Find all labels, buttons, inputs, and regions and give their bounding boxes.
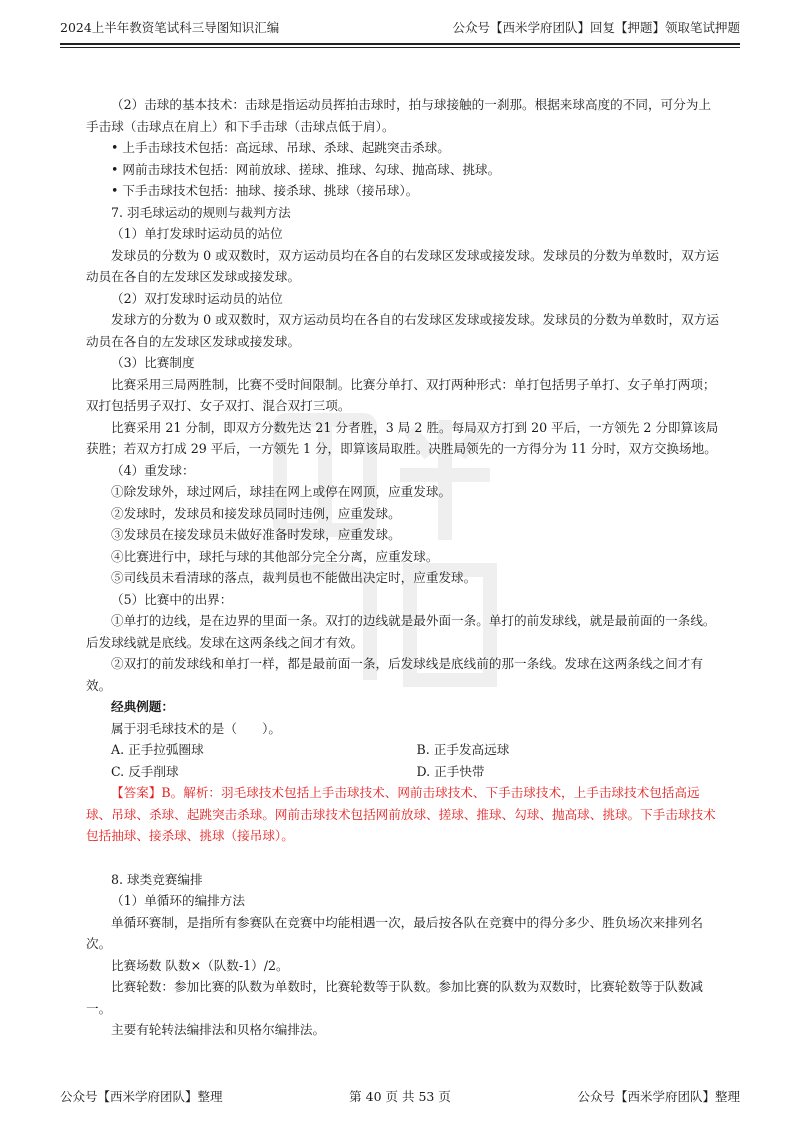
let-rule-5: ⑤司线员未看清球的落点，裁判员也不能做出决定时，应重发球。 bbox=[111, 570, 477, 585]
subheading-singles-position: （1）单打发球时运动员的站位 bbox=[111, 226, 283, 241]
let-rule-4: ④比赛进行中，球托与球的其他部分完全分离，应重发球。 bbox=[111, 548, 439, 564]
section-heading-7: 7. 羽毛球运动的规则与裁判方法 bbox=[111, 204, 291, 220]
answer-options bbox=[86, 739, 722, 782]
answer-explanation: 【答案】B。解析：羽毛球技术包括上手击球技术、网前击球技术、下手击球技术，上手击球技术包括高远球、吊球、杀球、起跳突击杀球。网前击球技术包括网前放球、搓球、推球、勾球、抛高球、挑球。下手击球技术包括抽球、接杀球、挑球（接吊球）。 bbox=[86, 785, 716, 843]
subheading-out: （5）比赛中的出界： bbox=[111, 591, 233, 607]
header-rule-thin bbox=[60, 47, 740, 48]
paragraph-round-robin: 单循环赛制，是指所有参赛队在竞赛中均能相遇一次，最后按各队在竞赛中的得分多少、胜负场次来排列名次。 bbox=[86, 914, 703, 951]
let-rule-1: ①除发球外，球过网后，球挂在网上或停在网顶，应重发球。 bbox=[111, 484, 452, 499]
option-c: C. 反手削球 bbox=[111, 763, 179, 779]
page-content bbox=[86, 94, 722, 1041]
subheading-doubles-position: （2）双打发球时运动员的站位 bbox=[111, 290, 283, 306]
paragraph-doubles-position: 发球方的分数为 0 或双数时，双方运动员均在各自的右发球区发球或接发球。发球员的分数为单数时，双方运动员在各自的左发球区发球或接发球。 bbox=[86, 312, 719, 349]
example-title: 经典例题： bbox=[111, 699, 174, 714]
list-item-underhand: • 下手击球技术包括：抽球、接杀球、挑球（接吊球）。 bbox=[111, 183, 419, 198]
header-rule bbox=[60, 43, 740, 45]
paragraph-singles-position: 发球员的分数为 0 或双数时，双方运动员均在各自的右发球区发球或接发球。发球员的分数为单数时，双方运动员在各自的左发球区发球或接发球。 bbox=[86, 247, 719, 284]
footer-right: 公众号【西米学府团队】整理 bbox=[577, 1089, 740, 1104]
page-header bbox=[60, 17, 740, 39]
paragraph-match-count: 比赛场数 队数×（队数-1）/2。 bbox=[111, 957, 289, 973]
page-footer bbox=[60, 1086, 740, 1108]
paragraph-striking-technique: （2）击球的基本技术：击球是指运动员挥拍击球时，拍与球接触的一刹那。根据来球高度的不同，可分为上手击球（击球点在肩上）和下手击球（击球点低于肩）。 bbox=[86, 97, 711, 134]
let-rule-2: ②发球时，发球员和接发球员同时违例，应重发球。 bbox=[111, 505, 401, 521]
header-title: 2024上半年教资笔试科三导图知识汇编 bbox=[60, 20, 280, 35]
footer-left: 公众号【西米学府团队】整理 bbox=[60, 1089, 223, 1104]
list-item-overhead: • 上手击球技术包括：高远球、吊球、杀球、起跳突击杀球。 bbox=[111, 140, 450, 155]
page-number: 第 40 页 共 53 页 bbox=[349, 1089, 451, 1104]
example-question: 属于羽毛球技术的是（ ）。 bbox=[111, 720, 282, 736]
subheading-match-system: （3）比赛制度 bbox=[111, 355, 195, 370]
list-item-net: • 网前击球技术包括：网前放球、搓球、推球、勾球、抛高球、挑球。 bbox=[111, 161, 501, 177]
subheading-let: （4）重发球： bbox=[111, 462, 195, 478]
option-b: B. 正手发高远球 bbox=[416, 742, 510, 757]
paragraph-scoring: 比赛采用 21 分制，即双方分数先达 21 分者胜，3 局 2 胜。每局双方打到 20 平后，一方领先 2 分即算该局获胜；若双方打成 29 平后，一方领先 1 分，即算该局取胜。决胜局领先的一方得分为 11 分时，双方交换场地。 bbox=[86, 419, 719, 456]
out-rule-1: ①单打的边线，是在边界的里面一条。双打的边线就是最外面一条。单打的前发球线，就是最前面的一条线。后发球线就是底线。发球在这两条线之间才有效。 bbox=[86, 613, 716, 650]
let-rule-3: ③发球员在接发球员未做好准备时发球，应重发球。 bbox=[111, 527, 401, 542]
option-a: A. 正手拉弧圈球 bbox=[111, 742, 204, 757]
paragraph-methods: 主要有轮转法编排法和贝格尔编排法。 bbox=[111, 1022, 326, 1037]
paragraph-round-count: 比赛轮数：参加比赛的队数为单数时，比赛轮数等于队数。参加比赛的队数为双数时，比赛轮数等于队数减一。 bbox=[86, 979, 703, 1016]
paragraph-match-format: 比赛采用三局两胜制，比赛不受时间限制。比赛分单打、双打两种形式：单打包括男子单打、女子单打两项；双打包括男子双打、女子双打、混合双打三项。 bbox=[86, 376, 716, 413]
option-d: D. 正手快带 bbox=[416, 763, 485, 779]
section-heading-8: 8. 球类竞赛编排 bbox=[111, 871, 203, 887]
header-promo: 公众号【西米学府团队】回复【押题】领取笔试押题 bbox=[452, 20, 740, 35]
subheading-round-robin: （1）单循环的编排方法 bbox=[111, 893, 245, 908]
out-rule-2: ②双打的前发球线和单打一样，都是最前面一条，后发球线是底线前的那一条线。发球在这两条线之间才有效。 bbox=[86, 656, 703, 693]
